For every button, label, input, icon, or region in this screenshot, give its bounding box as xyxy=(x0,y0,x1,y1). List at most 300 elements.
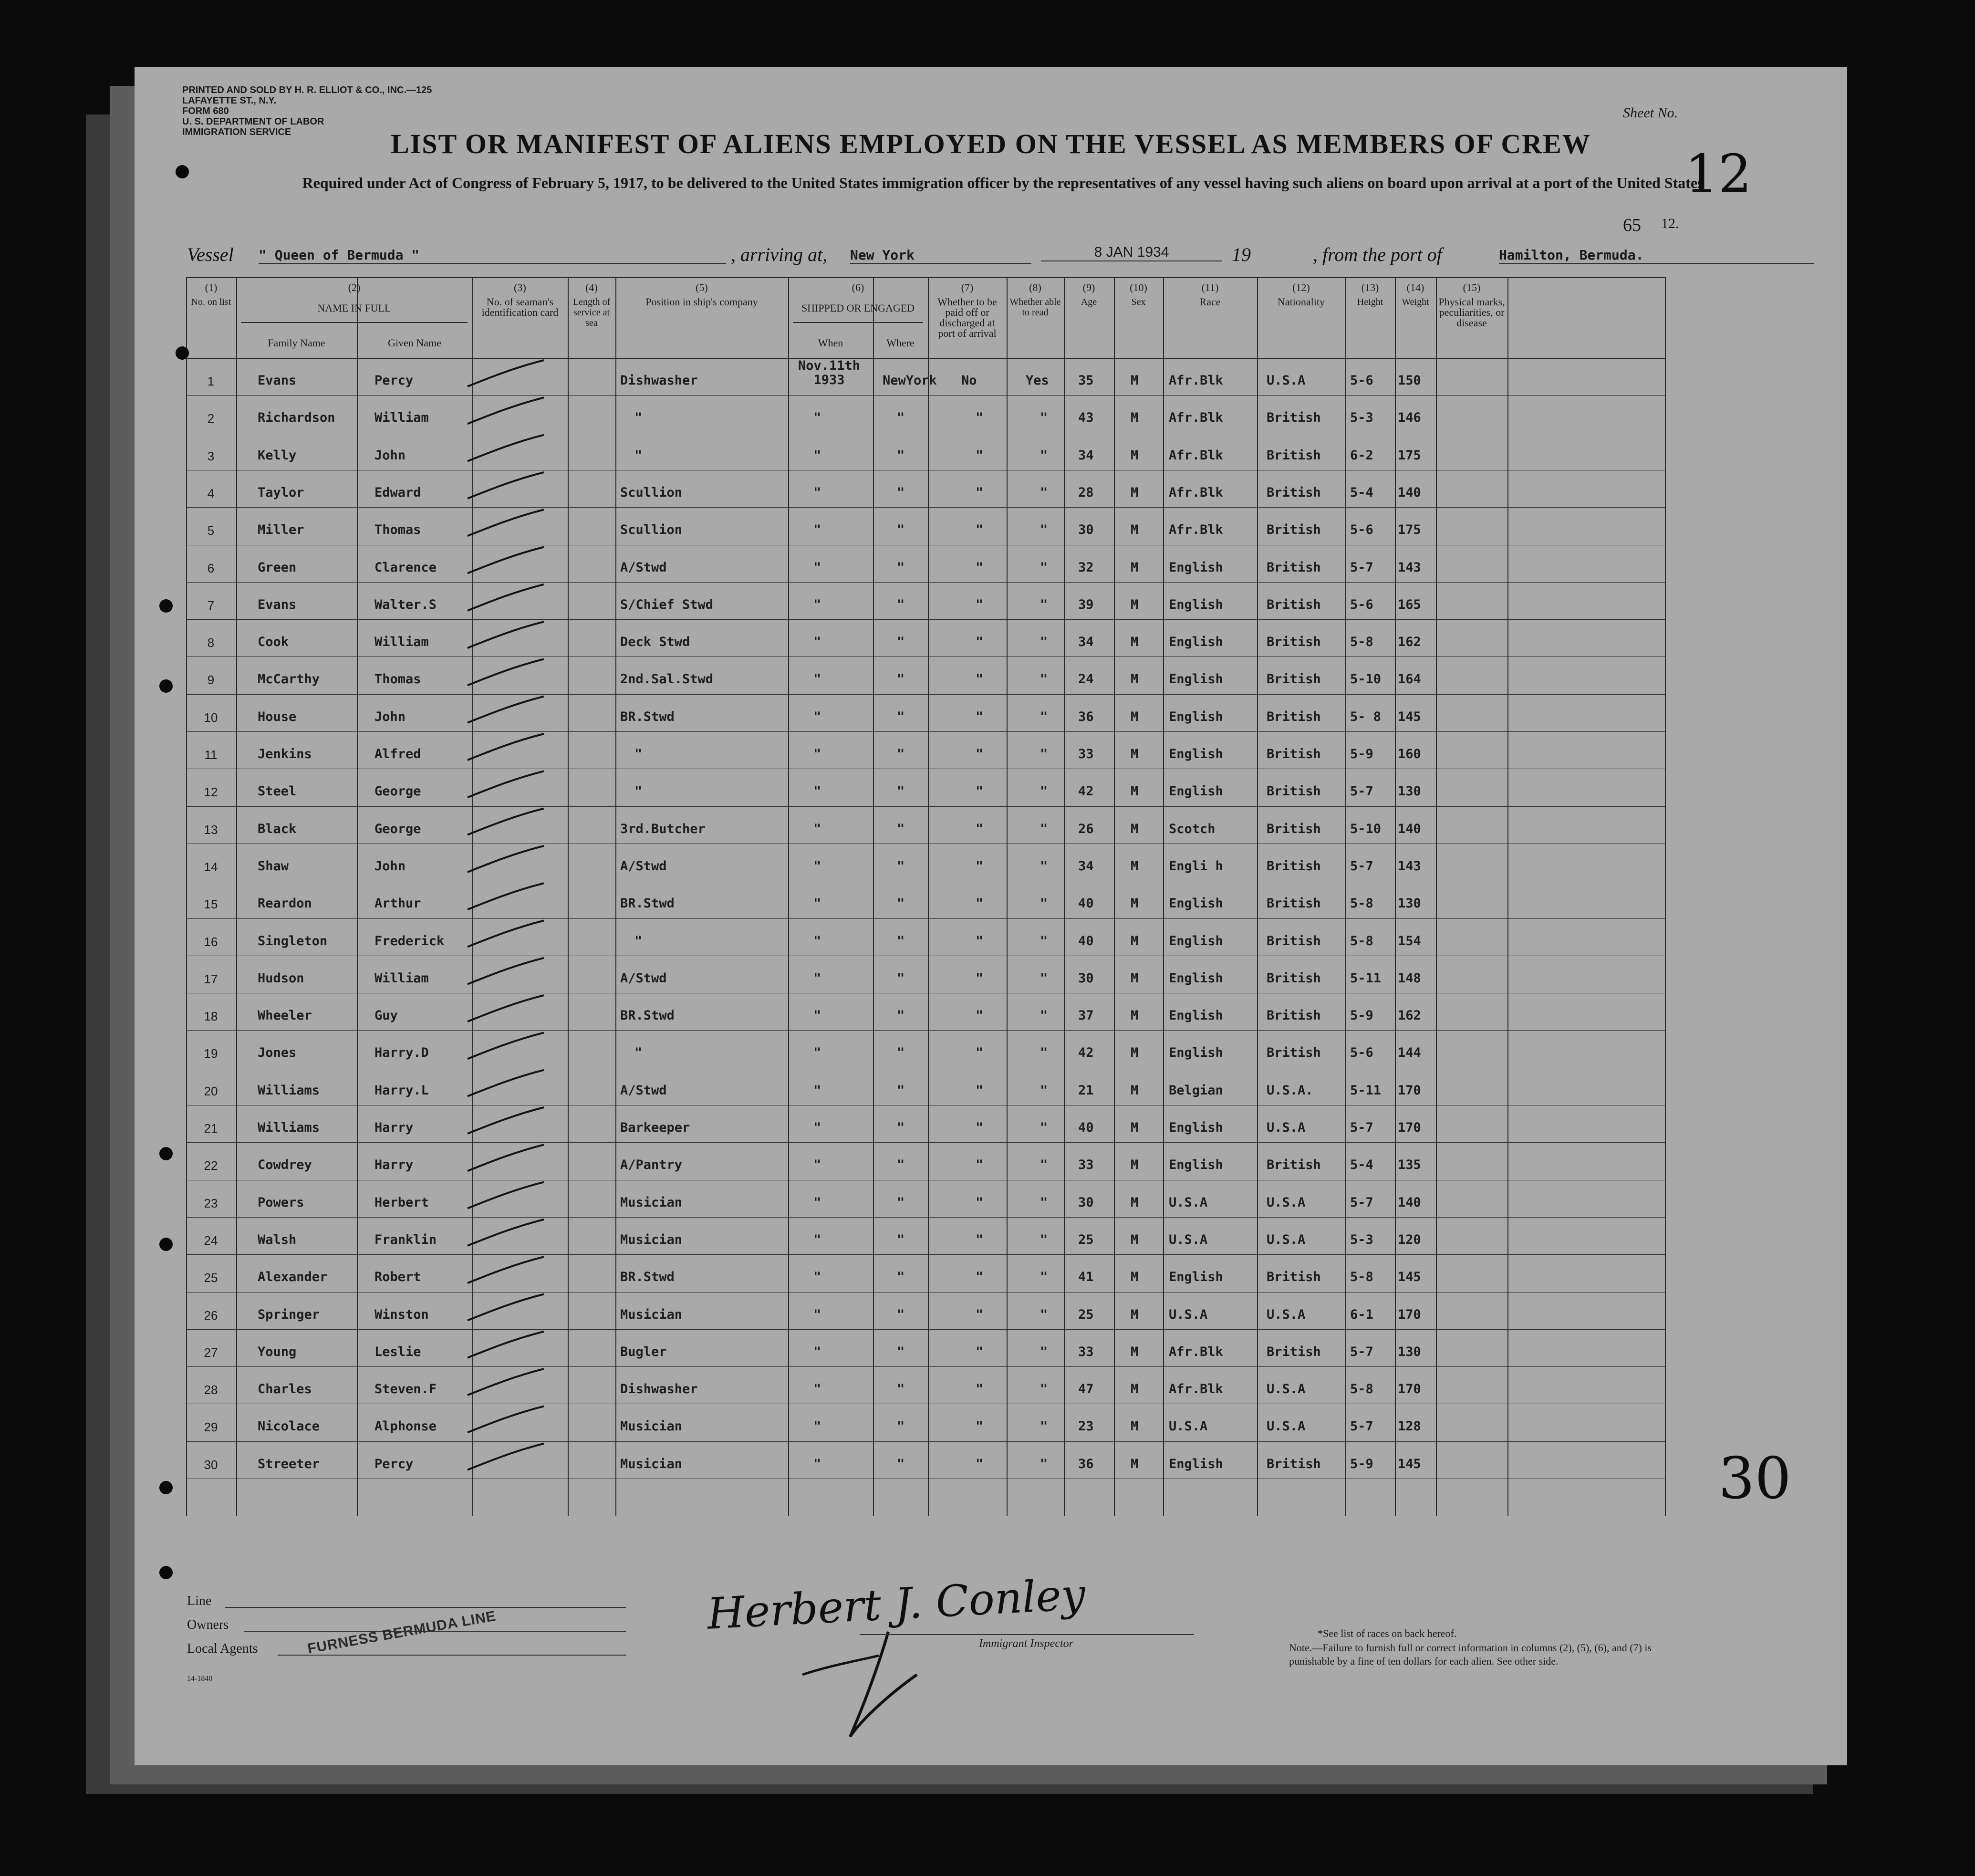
column-number: (5) xyxy=(696,281,708,293)
cell-position: Musician xyxy=(620,1456,683,1471)
cell-nationality: British xyxy=(1267,448,1321,463)
cell-nationality: U.S.A xyxy=(1267,373,1306,388)
row-number: 4 xyxy=(207,486,215,500)
cell-age: 30 xyxy=(1078,970,1094,986)
cell-where: " xyxy=(897,784,905,799)
cell-family: Evans xyxy=(258,597,297,612)
cell-race: Afr.Blk xyxy=(1169,1382,1223,1397)
cell-read: " xyxy=(1040,448,1048,463)
cell-paid: " xyxy=(976,635,984,650)
column-rule xyxy=(1114,277,1115,1516)
cell-weight: 145 xyxy=(1398,709,1421,724)
column-rule xyxy=(615,277,616,1516)
arriving-port: New York xyxy=(850,247,1031,264)
cell-height: 5-8 xyxy=(1350,635,1373,650)
row-number: 26 xyxy=(204,1308,218,1323)
binder-hole xyxy=(176,165,189,178)
check-mark xyxy=(468,1032,544,1059)
line-stamp: FURNESS BERMUDA LINE xyxy=(306,1608,498,1657)
cell-when: " xyxy=(813,448,821,463)
year-label: 19 xyxy=(1232,244,1251,265)
binder-hole xyxy=(159,1566,173,1579)
cell-read: " xyxy=(1040,597,1048,612)
row-rule xyxy=(186,694,1665,695)
cell-paid: " xyxy=(976,1083,984,1098)
cell-where: " xyxy=(897,1307,905,1322)
cell-paid: " xyxy=(976,747,984,761)
cell-when: " xyxy=(813,485,821,500)
row-number: 30 xyxy=(204,1457,218,1472)
signature-line xyxy=(860,1634,1194,1635)
cell-read: " xyxy=(1040,1045,1048,1061)
cell-paid: " xyxy=(976,1157,984,1173)
cell-height: 5-7 xyxy=(1350,1344,1373,1359)
column-rule xyxy=(236,277,237,1516)
check-mark xyxy=(468,397,544,424)
column-rule xyxy=(1163,277,1164,1516)
column-header: Age xyxy=(1081,297,1097,307)
cell-height: 5-6 xyxy=(1350,1045,1373,1061)
cell-read: " xyxy=(1040,560,1048,575)
row-number: 22 xyxy=(204,1158,218,1173)
cell-race: English xyxy=(1169,1008,1223,1023)
check-mark xyxy=(468,547,544,573)
check-mark xyxy=(468,921,544,947)
cell-age: 30 xyxy=(1078,1195,1094,1210)
cell-sex: M xyxy=(1131,1045,1139,1061)
cell-age: 40 xyxy=(1078,896,1094,911)
cell-sex: M xyxy=(1131,747,1139,761)
cell-nationality: British xyxy=(1267,410,1321,426)
cell-given: John xyxy=(374,858,406,874)
column-header: NAME IN FULL xyxy=(317,302,391,314)
cell-position: Bugler xyxy=(620,1344,667,1359)
cell-sex: M xyxy=(1131,1344,1139,1359)
check-mark xyxy=(468,1107,544,1134)
cell-nationality: British xyxy=(1267,896,1321,911)
penalty-note: Note.—Failure to furnish full or correct information in columns (2), (5), (6), and (7) is punishable by a fine of ten dollars for each alien. See other side. xyxy=(1289,1642,1652,1667)
column-rule xyxy=(873,277,874,1516)
cell-paid: " xyxy=(976,896,984,911)
cell-position: BR.Stwd xyxy=(620,709,675,724)
cell-height: 5-4 xyxy=(1350,485,1373,500)
arrival-date: 8 JAN 1934 xyxy=(1041,244,1222,261)
cell-when: " xyxy=(813,1270,821,1285)
cell-age: 41 xyxy=(1078,1270,1094,1285)
cell-given: Harry.L xyxy=(374,1083,429,1098)
cell-age: 34 xyxy=(1078,635,1094,650)
cell-when: " xyxy=(813,672,821,687)
cell-read: " xyxy=(1040,896,1048,911)
column-number: (1) xyxy=(205,281,218,293)
cell-where: " xyxy=(897,485,905,500)
cell-where: " xyxy=(897,896,905,911)
cell-weight: 160 xyxy=(1398,747,1421,761)
cell-paid: " xyxy=(976,709,984,724)
cell-when: " xyxy=(813,1195,821,1210)
cell-when: " xyxy=(813,597,821,612)
cell-weight: 162 xyxy=(1398,1008,1421,1023)
cell-when: " xyxy=(813,1382,821,1397)
cell-age: 25 xyxy=(1078,1232,1094,1247)
row-number: 7 xyxy=(207,598,215,613)
cell-sex: M xyxy=(1131,1456,1139,1471)
cell-age: 32 xyxy=(1078,560,1094,575)
cell-nationality: British xyxy=(1267,821,1321,836)
cell-given: Thomas xyxy=(374,522,421,538)
cell-family: Hudson xyxy=(258,970,304,986)
cell-age: 26 xyxy=(1078,821,1094,836)
cell-given: George xyxy=(374,784,421,799)
column-rule xyxy=(1395,277,1396,1516)
cell-nationality: British xyxy=(1267,1045,1321,1061)
line-label: Line xyxy=(187,1594,212,1608)
cell-position: Musician xyxy=(620,1195,683,1210)
cell-paid: " xyxy=(976,784,984,799)
cell-nationality: British xyxy=(1267,522,1321,538)
cell-race: Afr.Blk xyxy=(1169,1344,1223,1359)
cell-height: 5-11 xyxy=(1350,1083,1382,1098)
inspector-signature: Herbert J. Conley xyxy=(706,1569,1087,1639)
cell-when: " xyxy=(813,1008,821,1023)
form-code: 14-1840 xyxy=(187,1675,213,1683)
cell-sex: M xyxy=(1131,485,1139,500)
cell-nationality: British xyxy=(1267,597,1321,612)
row-number: 16 xyxy=(204,934,218,949)
vessel-name: " Queen of Bermuda " xyxy=(259,247,726,264)
cell-race: Belgian xyxy=(1169,1083,1223,1098)
cell-position: " xyxy=(634,1045,643,1061)
cell-given: Winston xyxy=(374,1307,429,1322)
cell-sex: M xyxy=(1131,1120,1139,1135)
cell-height: 5-7 xyxy=(1350,784,1373,799)
cell-sex: M xyxy=(1131,1083,1139,1098)
column-header: No. of seaman's identification card xyxy=(481,296,559,318)
cell-race: English xyxy=(1169,1157,1223,1173)
row-rule xyxy=(186,1030,1665,1031)
cell-sex: M xyxy=(1131,1008,1139,1023)
cell-given: Alfred xyxy=(374,747,421,761)
owners-label: Owners xyxy=(187,1617,229,1632)
column-number: (7) xyxy=(961,281,974,293)
cell-position: " xyxy=(634,784,643,799)
cell-position: Scullion xyxy=(620,522,683,538)
column-header: Physical marks, peculiarities, or disease xyxy=(1438,296,1505,329)
cell-sex: M xyxy=(1131,1157,1139,1173)
cell-sex: M xyxy=(1131,373,1139,388)
cell-weight: 165 xyxy=(1398,597,1421,612)
cell-weight: 140 xyxy=(1398,1195,1421,1210)
cell-family: Williams xyxy=(258,1083,320,1098)
column-rule xyxy=(1507,277,1508,1516)
cell-position: BR.Stwd xyxy=(620,1270,675,1285)
cell-paid: " xyxy=(976,560,984,575)
cell-read: " xyxy=(1040,672,1048,687)
cell-nationality: British xyxy=(1267,1270,1321,1285)
cell-race: U.S.A xyxy=(1169,1232,1208,1247)
printer-line: PRINTED AND SOLD BY H. R. ELLIOT & CO., INC.—125 LAFAYETTE ST., N.Y. xyxy=(182,85,432,106)
cell-position: 3rd.Butcher xyxy=(620,821,706,836)
cell-position: Barkeeper xyxy=(620,1120,690,1135)
cell-nationality: U.S.A xyxy=(1267,1382,1306,1397)
cell-position: Deck Stwd xyxy=(620,635,690,650)
cell-when: " xyxy=(813,1232,821,1247)
cell-paid: " xyxy=(976,1270,984,1285)
cell-position: BR.Stwd xyxy=(620,1008,675,1023)
column-rule xyxy=(1436,277,1437,1516)
cell-age: 34 xyxy=(1078,448,1094,463)
cell-age: 34 xyxy=(1078,858,1094,874)
cell-given: Robert xyxy=(374,1270,421,1285)
cell-weight: 170 xyxy=(1398,1307,1421,1322)
cell-given: Percy xyxy=(374,1456,414,1471)
check-mark xyxy=(468,958,544,984)
cell-given: Frederick xyxy=(374,933,445,948)
cell-paid: " xyxy=(976,410,984,426)
column-rule xyxy=(928,277,929,1516)
cell-where: " xyxy=(897,672,905,687)
cell-given: Guy xyxy=(374,1008,398,1023)
cell-where: NewYork xyxy=(883,373,937,388)
cell-height: 5-10 xyxy=(1350,821,1382,836)
cell-weight: 120 xyxy=(1398,1232,1421,1247)
cell-family: Black xyxy=(258,821,297,836)
cell-when: " xyxy=(813,896,821,911)
cell-family: Walsh xyxy=(258,1232,297,1247)
cell-where: " xyxy=(897,1382,905,1397)
cell-given: Herbert xyxy=(374,1195,429,1210)
cell-height: 5-3 xyxy=(1350,1232,1373,1247)
cell-sex: M xyxy=(1131,709,1139,724)
cell-given: John xyxy=(374,709,406,724)
cell-family: Shaw xyxy=(258,858,289,874)
column-header: SHIPPED OR ENGAGED xyxy=(801,302,915,314)
column-header: Height xyxy=(1357,297,1383,307)
cell-nationality: British xyxy=(1267,1344,1321,1359)
cell-age: 39 xyxy=(1078,597,1094,612)
check-mark xyxy=(468,734,544,760)
cell-position: S/Chief Stwd xyxy=(620,597,714,612)
cell-paid: " xyxy=(976,448,984,463)
cell-read: " xyxy=(1040,635,1048,650)
binder-hole xyxy=(159,1481,173,1494)
cell-weight: 170 xyxy=(1398,1382,1421,1397)
cell-sex: M xyxy=(1131,933,1139,948)
column-number: (14) xyxy=(1406,281,1424,293)
cell-race: Afr.Blk xyxy=(1169,373,1223,388)
column-rule xyxy=(788,277,789,1516)
cell-nationality: British xyxy=(1267,635,1321,650)
from-port: Hamilton, Bermuda. xyxy=(1499,247,1814,264)
cell-age: 40 xyxy=(1078,933,1094,948)
cell-where: " xyxy=(897,1195,905,1210)
cell-age: 36 xyxy=(1078,709,1094,724)
row-rule xyxy=(186,1366,1665,1367)
cell-family: Evans xyxy=(258,373,297,388)
cell-where: " xyxy=(897,1157,905,1173)
row-number: 11 xyxy=(204,748,218,762)
cell-age: 37 xyxy=(1078,1008,1094,1023)
cell-race: U.S.A xyxy=(1169,1307,1208,1322)
subheader-rule xyxy=(241,322,468,323)
cell-read: " xyxy=(1040,933,1048,948)
cell-race: English xyxy=(1169,1270,1223,1285)
cell-where: " xyxy=(897,410,905,426)
cell-position: A/Stwd xyxy=(620,1083,667,1098)
row-number: 17 xyxy=(204,971,218,986)
cell-nationality: U.S.A xyxy=(1267,1419,1306,1434)
cell-nationality: British xyxy=(1267,672,1321,687)
signature-flourish xyxy=(793,1627,936,1751)
table-top-rule xyxy=(186,277,1665,278)
cell-paid: " xyxy=(976,1120,984,1135)
cell-paid: " xyxy=(976,970,984,986)
check-mark xyxy=(468,1182,544,1209)
row-rule xyxy=(186,619,1665,620)
cell-given: Percy xyxy=(374,373,414,388)
cell-sex: M xyxy=(1131,410,1139,426)
cell-family: Wheeler xyxy=(258,1008,312,1023)
cell-race: Afr.Blk xyxy=(1169,522,1223,538)
cell-read: " xyxy=(1040,1270,1048,1285)
cell-family: Charles xyxy=(258,1382,312,1397)
cell-race: U.S.A xyxy=(1169,1419,1208,1434)
cell-height: 5-9 xyxy=(1350,1456,1373,1471)
column-header: Whether able to read xyxy=(1009,297,1061,318)
cell-when: " xyxy=(813,522,821,538)
cell-family: Jones xyxy=(258,1045,297,1061)
cell-weight: 140 xyxy=(1398,821,1421,836)
cell-family: Streeter xyxy=(258,1456,320,1471)
check-mark xyxy=(468,883,544,909)
cell-when: Nov.11th 1933 xyxy=(798,358,861,387)
cell-paid: " xyxy=(976,522,984,538)
cell-weight: 150 xyxy=(1398,373,1421,388)
cell-read: " xyxy=(1040,784,1048,799)
column-rule xyxy=(1007,277,1008,1516)
cell-when: " xyxy=(813,1419,821,1434)
manifest-page xyxy=(135,67,1847,1765)
cell-when: " xyxy=(813,858,821,874)
cell-position: A/Stwd xyxy=(620,560,667,575)
arriving-label: , arriving at, xyxy=(731,244,828,265)
cell-race: U.S.A xyxy=(1169,1195,1208,1210)
cell-given: William xyxy=(374,635,429,650)
cell-paid: " xyxy=(976,1344,984,1359)
check-mark xyxy=(468,1070,544,1096)
cell-read: " xyxy=(1040,1083,1048,1098)
cell-race: English xyxy=(1169,747,1223,761)
cell-read: " xyxy=(1040,485,1048,500)
printer-line: FORM 680 xyxy=(182,106,229,116)
cell-where: " xyxy=(897,709,905,724)
cell-age: 21 xyxy=(1078,1083,1094,1098)
cell-sex: M xyxy=(1131,1232,1139,1247)
cell-position: " xyxy=(634,448,643,463)
cell-race: Afr.Blk xyxy=(1169,448,1223,463)
cell-weight: 143 xyxy=(1398,560,1421,575)
cell-when: " xyxy=(813,1157,821,1173)
cell-when: " xyxy=(813,1307,821,1322)
cell-height: 5-6 xyxy=(1350,597,1373,612)
cell-paid: " xyxy=(976,1045,984,1061)
check-mark xyxy=(468,435,544,461)
inspector-label: Immigrant Inspector xyxy=(979,1637,1073,1650)
cell-sex: M xyxy=(1131,1419,1139,1434)
cell-age: 24 xyxy=(1078,672,1094,687)
binder-hole xyxy=(159,1238,173,1251)
check-mark xyxy=(468,697,544,723)
cell-position: " xyxy=(634,747,643,761)
cell-weight: 170 xyxy=(1398,1083,1421,1098)
cell-read: " xyxy=(1040,1120,1048,1135)
row-number: 3 xyxy=(207,448,215,463)
column-number: (15) xyxy=(1463,281,1481,293)
check-mark xyxy=(468,659,544,685)
cell-paid: " xyxy=(976,672,984,687)
column-number: (6) xyxy=(852,281,864,293)
cell-read: " xyxy=(1040,1344,1048,1359)
handwritten-total: 30 xyxy=(1718,1446,1791,1512)
cell-race: English xyxy=(1169,560,1223,575)
cell-sex: M xyxy=(1131,970,1139,986)
cell-position: " xyxy=(634,410,643,426)
cell-when: " xyxy=(813,635,821,650)
cell-sex: M xyxy=(1131,1195,1139,1210)
cell-where: " xyxy=(897,1083,905,1098)
cell-age: 28 xyxy=(1078,485,1094,500)
cell-height: 5-8 xyxy=(1350,1270,1373,1285)
cell-read: " xyxy=(1040,1008,1048,1023)
column-subheader: Given Name xyxy=(388,337,441,349)
cell-family: Powers xyxy=(258,1195,304,1210)
cell-read: " xyxy=(1040,1456,1048,1471)
column-number: (2) xyxy=(348,281,361,293)
cell-when: " xyxy=(813,1456,821,1471)
row-number: 28 xyxy=(204,1383,218,1397)
handwritten-sheet-number: 12 xyxy=(1685,143,1752,204)
check-mark xyxy=(468,360,544,386)
sheet-number-label: Sheet No. xyxy=(1623,105,1678,121)
cell-weight: 135 xyxy=(1398,1157,1421,1173)
cell-family: Young xyxy=(258,1344,297,1359)
cell-height: 5- 8 xyxy=(1350,709,1382,724)
cell-position: BR.Stwd xyxy=(620,896,675,911)
cell-where: " xyxy=(897,1008,905,1023)
column-header: Race xyxy=(1199,296,1221,308)
check-mark xyxy=(468,1406,544,1432)
check-mark xyxy=(468,995,544,1021)
row-rule xyxy=(186,1142,1665,1143)
cell-age: 23 xyxy=(1078,1419,1094,1434)
manifest-title: LIST OR MANIFEST OF ALIENS EMPLOYED ON THE VESSEL AS MEMBERS OF CREW xyxy=(391,128,1591,159)
column-number: (13) xyxy=(1361,281,1379,293)
cell-weight: 130 xyxy=(1398,1344,1421,1359)
cell-paid: " xyxy=(976,1195,984,1210)
cell-when: " xyxy=(813,1083,821,1098)
cell-family: Alexander xyxy=(258,1270,328,1285)
row-number: 20 xyxy=(204,1084,218,1098)
binder-hole xyxy=(176,346,189,360)
row-number: 6 xyxy=(207,561,215,575)
stamped-number-2: 12. xyxy=(1661,216,1679,231)
cell-position: " xyxy=(634,933,643,948)
row-number: 10 xyxy=(204,710,218,725)
cell-sex: M xyxy=(1131,672,1139,687)
cell-weight: 130 xyxy=(1398,784,1421,799)
cell-given: Alphonse xyxy=(374,1419,437,1434)
cell-read: " xyxy=(1040,1157,1048,1173)
